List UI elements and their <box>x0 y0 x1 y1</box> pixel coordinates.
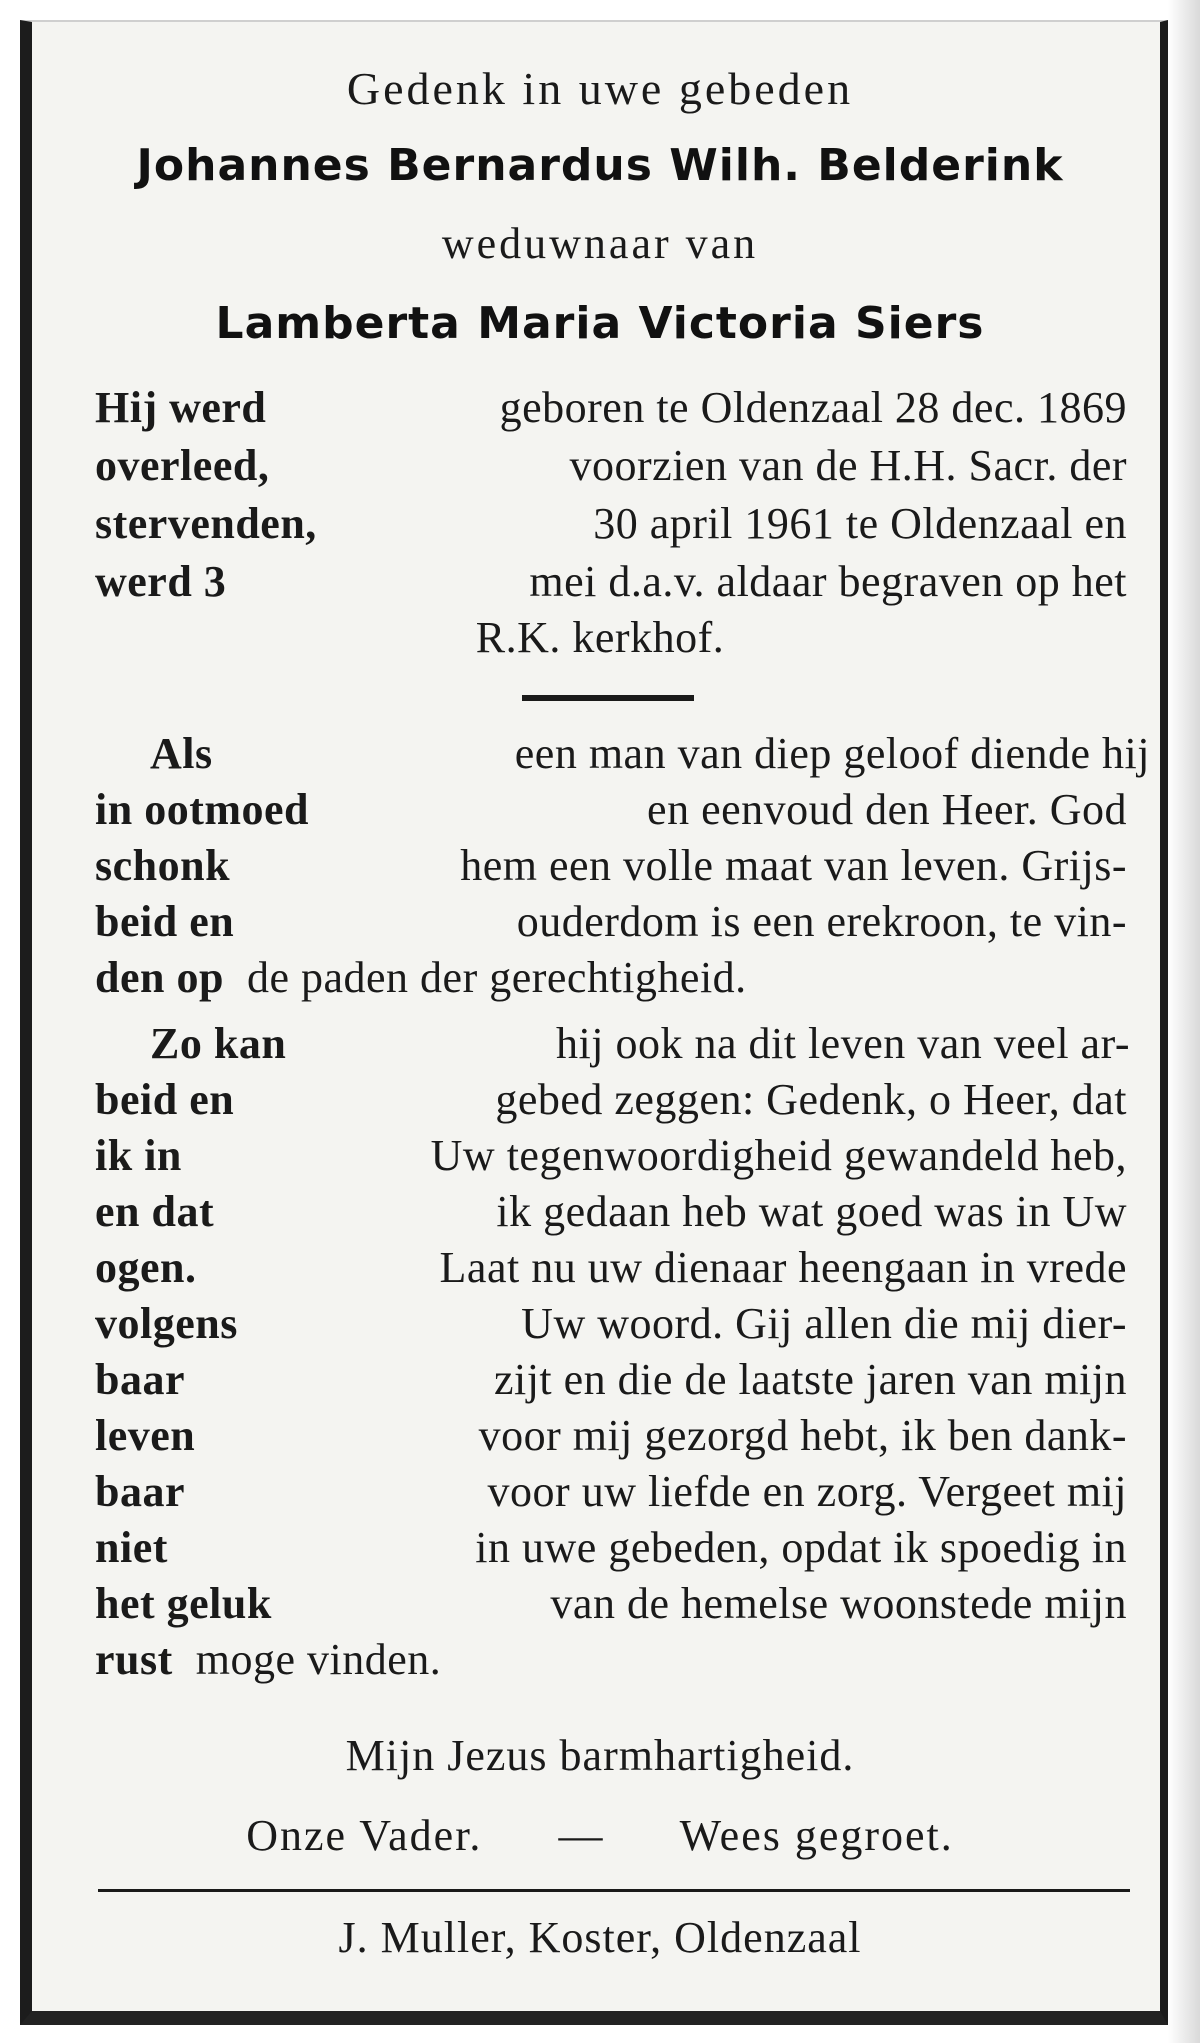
bio-line-rest: geboren te Oldenzaal 28 dec. 1869 <box>499 383 1127 432</box>
paragraph-line-lead: volgens <box>95 1299 238 1348</box>
paragraph-line-lead: rust <box>95 1635 173 1684</box>
deceased-name: Johannes Bernardus Wilh. Belderink <box>136 140 1064 191</box>
paragraph-line <box>95 1074 1127 1125</box>
paragraph-line-lead: Als <box>150 729 213 778</box>
paragraph-line-lead: baar <box>95 1355 185 1404</box>
bio-line-lead: overleed, <box>95 441 270 490</box>
paragraph-line <box>95 1298 1127 1349</box>
paragraph-line-lead: leven <box>95 1411 196 1460</box>
prayer-line-2 <box>0 1810 1200 1861</box>
paragraph-line-rest: Uw woord. Gij allen die mij dier- <box>521 1299 1127 1348</box>
paragraph-line-rest: in uwe gebeden, opdat ik spoedig in <box>475 1523 1127 1572</box>
paragraph-line <box>95 952 1127 1003</box>
bio-line-rest: 30 april 1961 te Oldenzaal en <box>593 499 1127 548</box>
paragraph-line-rest: moge vinden. <box>195 1635 442 1684</box>
paragraph-line-rest: van de hemelse woonstede mijn <box>550 1579 1127 1628</box>
paragraph-line-rest: hem een volle maat van leven. Grijs- <box>460 841 1127 890</box>
spouse-name: Lamberta Maria Victoria Siers <box>215 298 985 349</box>
paragraph-line <box>95 1354 1127 1405</box>
paragraph-line-rest: voor uw liefde en zorg. Vergeet mij <box>487 1467 1127 1516</box>
bio-line-lead: Hij werd <box>95 383 267 432</box>
bio-line <box>95 440 1127 491</box>
bio-line <box>95 498 1127 549</box>
paragraph-line <box>95 1634 1127 1685</box>
paragraph-line-rest: ouderdom is een erekroon, te vin- <box>516 897 1127 946</box>
paragraph-line-rest: een man van diep geloof diende hij <box>514 729 1150 778</box>
paragraph-line-lead: den op <box>95 953 224 1002</box>
paragraph-line-rest: hij ook na dit leven van veel ar- <box>556 1019 1130 1068</box>
paragraph-line-lead: en dat <box>95 1187 215 1236</box>
intro-line: Gedenk in uwe gebeden <box>346 63 854 114</box>
paragraph-line <box>95 1242 1127 1293</box>
paragraph-line-lead: niet <box>95 1523 168 1572</box>
prayer-onze-vader: Onze Vader. <box>246 1811 483 1860</box>
bio-line-rest: voorzien van de H.H. Sacr. der <box>569 441 1127 490</box>
paragraph-line <box>95 896 1127 947</box>
paragraph-line-lead: ogen. <box>95 1243 197 1292</box>
paragraph-line-lead: beid en <box>95 897 235 946</box>
relation-line: weduwnaar van <box>441 219 759 268</box>
prayer-dash: — <box>558 1811 605 1860</box>
paragraph-line <box>95 1578 1127 1629</box>
paragraph-line <box>95 1522 1127 1573</box>
paragraph-line-lead: beid en <box>95 1075 235 1124</box>
footer-divider <box>98 1889 1130 1892</box>
paragraph-line <box>150 728 1150 779</box>
paragraph-line-rest: de paden der gerechtigheid. <box>246 953 747 1002</box>
bio-line-rest: mei d.a.v. aldaar begraven op het <box>529 557 1127 606</box>
paragraph-line <box>95 784 1127 835</box>
paragraph-line-lead: in ootmoed <box>95 785 309 834</box>
paragraph-line-lead: Zo kan <box>150 1019 287 1068</box>
bio-line <box>95 556 1127 607</box>
section-divider <box>522 695 694 701</box>
paragraph-line <box>95 1466 1127 1517</box>
printer-credit: J. Muller, Koster, Oldenzaal <box>338 1913 862 1962</box>
paragraph-line-rest: gebed zeggen: Gedenk, o Heer, dat <box>495 1075 1127 1124</box>
prayer-line: Mijn Jezus barmhartigheid. <box>345 1731 855 1780</box>
paragraph-line-rest: ik gedaan heb wat goed was in Uw <box>496 1187 1127 1236</box>
paragraph-line-lead: schonk <box>95 841 231 890</box>
paragraph-line <box>95 840 1127 891</box>
paragraph-line-rest: Laat nu uw dienaar heengaan in vrede <box>439 1243 1127 1292</box>
bio-line-lead: werd 3 <box>95 557 227 606</box>
paragraph-line <box>150 1018 1130 1069</box>
paragraph-line <box>95 1186 1127 1237</box>
paragraph-line-lead: ik in <box>95 1131 182 1180</box>
paragraph-line <box>95 1410 1127 1461</box>
paragraph-line-lead: baar <box>95 1467 185 1516</box>
paragraph-line-rest: Uw tegenwoordigheid gewandeld heb, <box>430 1131 1127 1180</box>
paragraph-line-lead: het geluk <box>95 1579 272 1628</box>
paragraph-line-rest: en eenvoud den Heer. God <box>647 785 1127 834</box>
bio-line <box>95 382 1127 433</box>
paragraph-line-rest: zijt en die de laatste jaren van mijn <box>493 1355 1127 1404</box>
prayer-wees-gegroet: Wees gegroet. <box>679 1811 954 1860</box>
bio-last-line: R.K. kerkhof. <box>475 613 725 662</box>
bio-line-lead: stervenden, <box>95 499 317 548</box>
paragraph-line <box>95 1130 1127 1181</box>
paragraph-line-rest: voor mij gezorgd hebt, ik ben dank- <box>478 1411 1127 1460</box>
